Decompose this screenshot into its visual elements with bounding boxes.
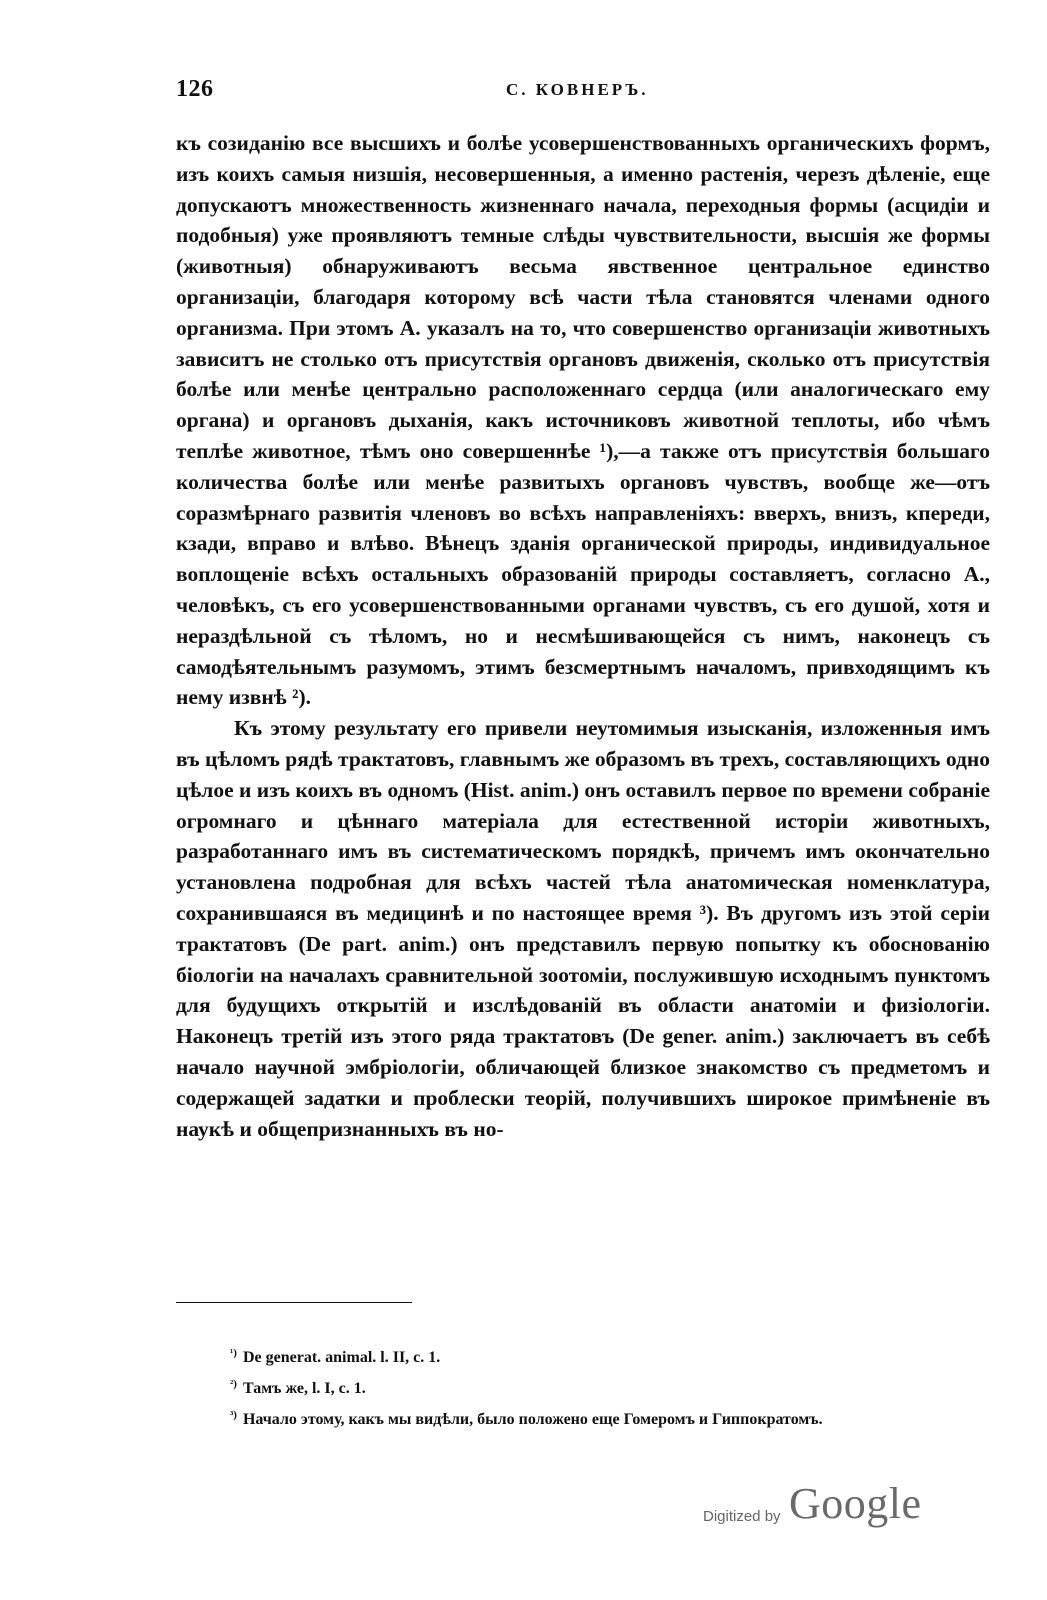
footnote-1 bbox=[230, 1340, 990, 1371]
footnote-marker: ¹) bbox=[230, 1347, 237, 1359]
digitized-by-label: Digitized by bbox=[703, 1508, 781, 1525]
running-head bbox=[176, 76, 990, 108]
main-text bbox=[176, 128, 990, 1144]
footnotes bbox=[230, 1340, 990, 1433]
google-logo: Google bbox=[789, 1479, 922, 1528]
footnote-text: De generat. animal. l. II, c. 1. bbox=[242, 1349, 441, 1366]
page-number: 126 bbox=[176, 76, 214, 102]
author-running-title: С. КОВНЕРЪ. bbox=[506, 80, 649, 99]
paragraph-2: Къ этому результату его привели неутомимыя изысканія, изложенныя имъ въ цѣломъ рядѣ трактатовъ, главнымъ же образомъ въ трехъ, составляющихъ одно цѣлое и изъ коихъ въ одномъ (Hist. anim.) онъ оставилъ первое по времени собраніе огромнаго и цѣннаго матеріала для естественной исторіи животныхъ, разработаннаго имъ въ систематическомъ порядкѣ, причемъ имъ окончательно установлена подробная для всѣхъ частей тѣла анатомическая номенклатура, сохранившаяся въ медицинѣ и по настоящее время ³). Въ другомъ изъ этой серіи трактатовъ (De part. anim.) онъ представилъ первую попытку къ обоснованію біологіи на началахъ сравнительной зоотоміи, послужившую исходнымъ пунктомъ для будущихъ открытій и изслѣдованій въ области анатоміи и физіологіи. Наконецъ третій изъ этого ряда трактатовъ (De gener. anim.) заключаетъ въ себѣ начало научной эмбріологіи, обличающей близкое знакомство съ предметомъ и содержащей задатки и проблески теорій, получившихъ широкое примѣненіе въ наукѣ и общепризнанныхъ въ но- bbox=[176, 716, 990, 1141]
footnote-3 bbox=[230, 1402, 990, 1433]
footnote-separator bbox=[176, 1302, 412, 1303]
footnote-marker: ³) bbox=[230, 1409, 237, 1421]
footnote-text: Начало этому, какъ мы видѣли, было положено еще Гомеромъ и Гиппократомъ. bbox=[242, 1411, 823, 1428]
paragraph-1: къ созиданію все высшихъ и болѣе усовершенствованныхъ органическихъ формъ, изъ коихъ самыя низшія, несовершенныя, а именно растенія, черезъ дѣленіе, еще допускаютъ множественность жизненнаго начала, переходныя формы (асцидіи и подобныя) уже проявляютъ темные слѣды чувствительности, высшія же формы (животныя) обнаруживаютъ весьма явственное центральное единство организаціи, благодаря которому всѣ части тѣла становятся членами одного организма. При этомъ А. указалъ на то, что совершенство организаціи животныхъ зависитъ не столько отъ присутствія органовъ движенія, сколько отъ присутствія болѣе или менѣе центрально расположеннаго сердца (или аналогическаго ему органа) и органовъ дыханія, какъ источниковъ животной теплоты, ибо чѣмъ теплѣе животное, тѣмъ оно совершеннѣе ¹),—а также отъ присутствія большаго количества болѣе или менѣе развитыхъ органовъ чувствъ, вообще же—отъ соразмѣрнаго развитія членовъ во всѣхъ направленіяхъ: вверхъ, внизъ, кпереди, кзади, вправо и влѣво. Вѣнецъ зданія органической природы, индивидуальное воплощеніе всѣхъ остальныхъ образованій природы составляетъ, согласно А., человѣкъ, съ его усовершенствованными органами чувствъ, съ его душой, хотя и нераздѣльной съ тѣломъ, но и несмѣшивающейся съ нимъ, наконецъ съ самодѣятельнымъ разумомъ, этимъ безсмертнымъ началомъ, привходящимъ къ нему извнѣ ²). bbox=[176, 131, 990, 710]
footnote-marker: ²) bbox=[230, 1378, 237, 1390]
digitized-by-google-watermark bbox=[703, 1478, 923, 1538]
footnote-2 bbox=[230, 1371, 990, 1402]
footnote-text: Тамъ же, l. I, c. 1. bbox=[242, 1380, 366, 1397]
